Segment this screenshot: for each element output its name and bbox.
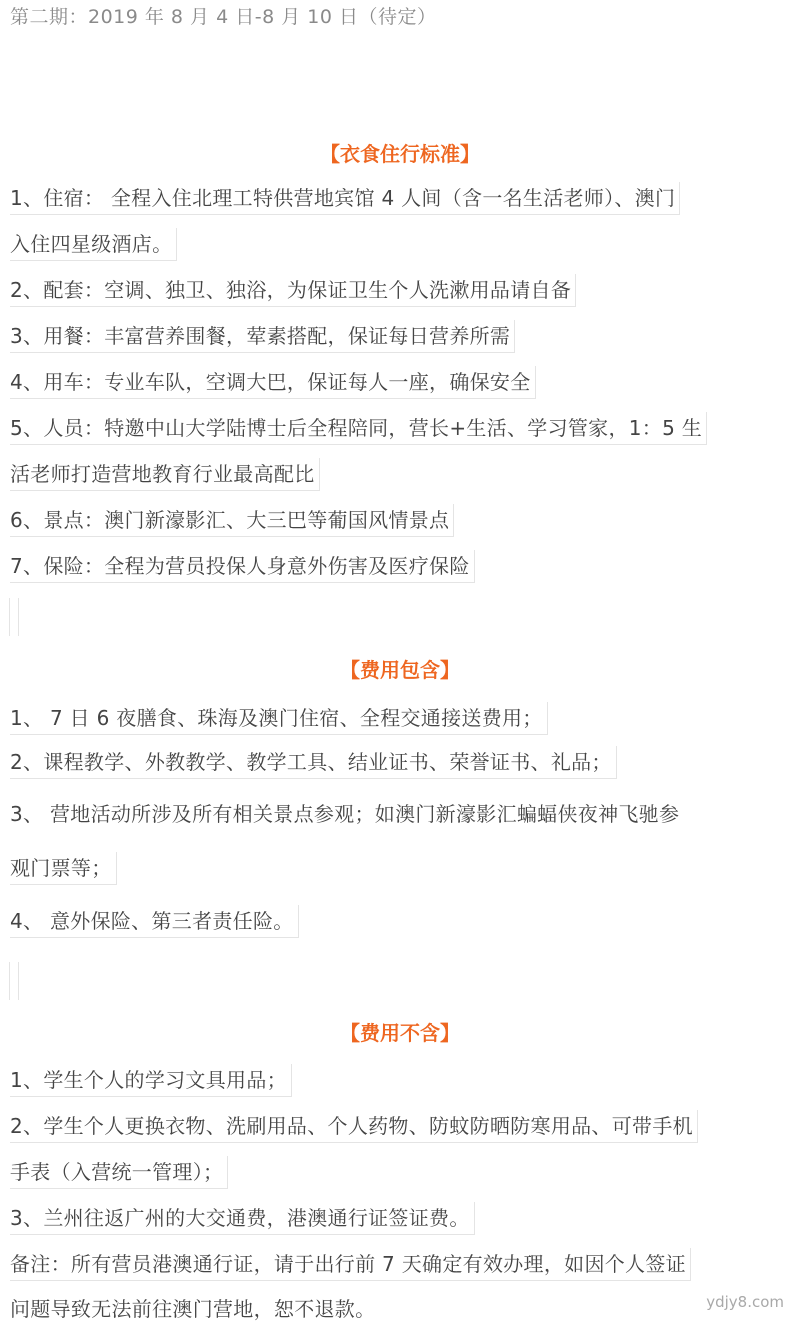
watermark: ydjy8.com (706, 1293, 784, 1311)
empty-paragraph-marker (9, 962, 19, 1000)
standards-line-8: 6、景点：澳门新濠影汇、大三巴等葡国风情景点 (10, 504, 454, 537)
excluded-line-3: 手表（入营统一管理）； (10, 1156, 228, 1189)
standards-line-9: 7、保险：全程为营员投保人身意外伤害及医疗保险 (10, 550, 475, 583)
excluded-line-5: 备注：所有营员港澳通行证，请于出行前 7 天确定有效办理，如因个人签证 (10, 1248, 691, 1281)
included-line-1: 1、 7 日 6 夜膳食、珠海及澳门住宿、全程交通接送费用； (10, 702, 548, 735)
excluded-line-6: 问题导致无法前往澳门营地，恕不退款。 (10, 1297, 376, 1321)
period-dates: 第二期：2019 年 8 月 4 日-8 月 10 日（待定） (10, 6, 437, 28)
standards-line-6: 5、人员：特邀中山大学陆博士后全程陪同，营长+生活、学习管家，1：5 生 (10, 412, 707, 445)
excluded-line-2: 2、学生个人更换衣物、洗刷用品、个人药物、防蚊防晒防寒用品、可带手机 (10, 1110, 698, 1143)
standards-line-5: 4、用车：专业车队，空调大巴，保证每人一座，确保安全 (10, 366, 536, 399)
included-line-3: 3、 营地活动所涉及所有相关景点参观；如澳门新濠影汇蝙蝠侠夜神飞驰参 (10, 802, 680, 826)
standards-line-3: 2、配套：空调、独卫、独浴，为保证卫生个人洗漱用品请自备 (10, 274, 576, 307)
standards-line-2: 入住四星级酒店。 (10, 228, 177, 261)
section-title-excluded: 【费用不含】 (340, 1021, 460, 1045)
included-line-5: 4、 意外保险、第三者责任险。 (10, 905, 299, 938)
included-line-4: 观门票等； (10, 852, 117, 885)
excluded-line-1: 1、学生个人的学习文具用品； (10, 1064, 292, 1097)
included-line-2: 2、课程教学、外教教学、教学工具、结业证书、荣誉证书、礼品； (10, 746, 617, 779)
section-title-included: 【费用包含】 (340, 658, 460, 682)
standards-line-7: 活老师打造营地教育行业最高配比 (10, 458, 320, 491)
section-title-standards: 【衣食住行标准】 (320, 142, 480, 166)
empty-paragraph-marker (9, 598, 19, 636)
excluded-line-4: 3、兰州往返广州的大交通费，港澳通行证签证费。 (10, 1202, 475, 1235)
standards-line-1: 1、住宿： 全程入住北理工特供营地宾馆 4 人间（含一名生活老师）、澳门 (10, 182, 680, 215)
standards-line-4: 3、用餐：丰富营养围餐，荤素搭配，保证每日营养所需 (10, 320, 515, 353)
